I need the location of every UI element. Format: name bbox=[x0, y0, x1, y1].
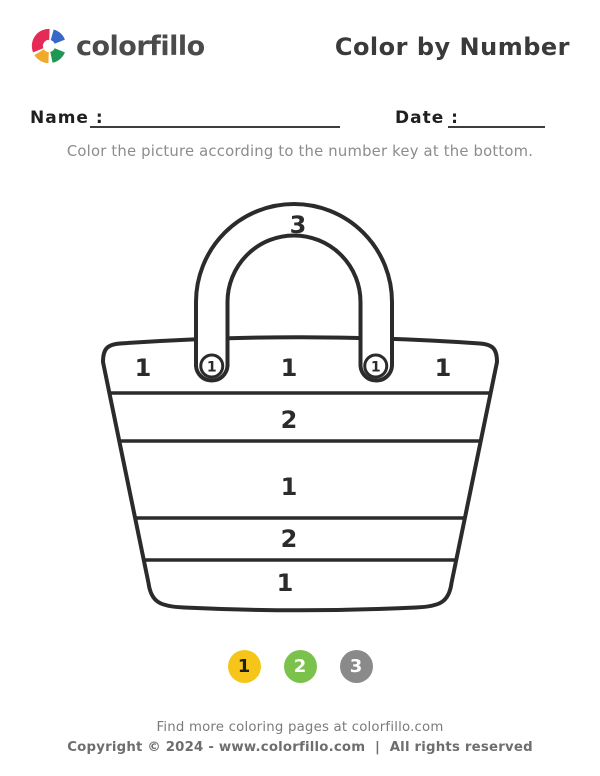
band2-number: 2 bbox=[280, 406, 298, 434]
key-circle-1 bbox=[228, 650, 261, 683]
band5-number: 1 bbox=[276, 569, 294, 597]
key-number-1: 1 bbox=[237, 656, 251, 677]
band4-number: 2 bbox=[280, 525, 298, 553]
handle-button-number-right: 1 bbox=[370, 359, 381, 376]
name-label: Name : bbox=[30, 108, 104, 128]
logo-text: colorfillo bbox=[76, 30, 205, 62]
date-label: Date : bbox=[395, 108, 459, 128]
page-title: Color by Number bbox=[334, 33, 570, 61]
band3-number: 1 bbox=[280, 473, 298, 501]
color-key bbox=[0, 650, 600, 683]
top-band-number-left: 1 bbox=[134, 354, 152, 382]
footer-find-more-text: Find more coloring pages at colorfillo.com bbox=[156, 720, 444, 735]
handle-number: 3 bbox=[289, 211, 307, 239]
handle-button-number-left: 1 bbox=[206, 359, 217, 376]
key-number-2: 2 bbox=[293, 656, 307, 677]
key-circle-2 bbox=[284, 650, 317, 683]
top-band-number-center: 1 bbox=[280, 354, 298, 382]
key-circle-3 bbox=[340, 650, 373, 683]
top-band-number-right: 1 bbox=[434, 354, 452, 382]
key-number-3: 3 bbox=[349, 656, 363, 677]
footer-copyright-text: Copyright © 2024 - www.colorfillo.com | All rights reserved bbox=[67, 740, 533, 755]
instruction-text: Color the picture according to the number key at the bottom. bbox=[66, 143, 534, 160]
